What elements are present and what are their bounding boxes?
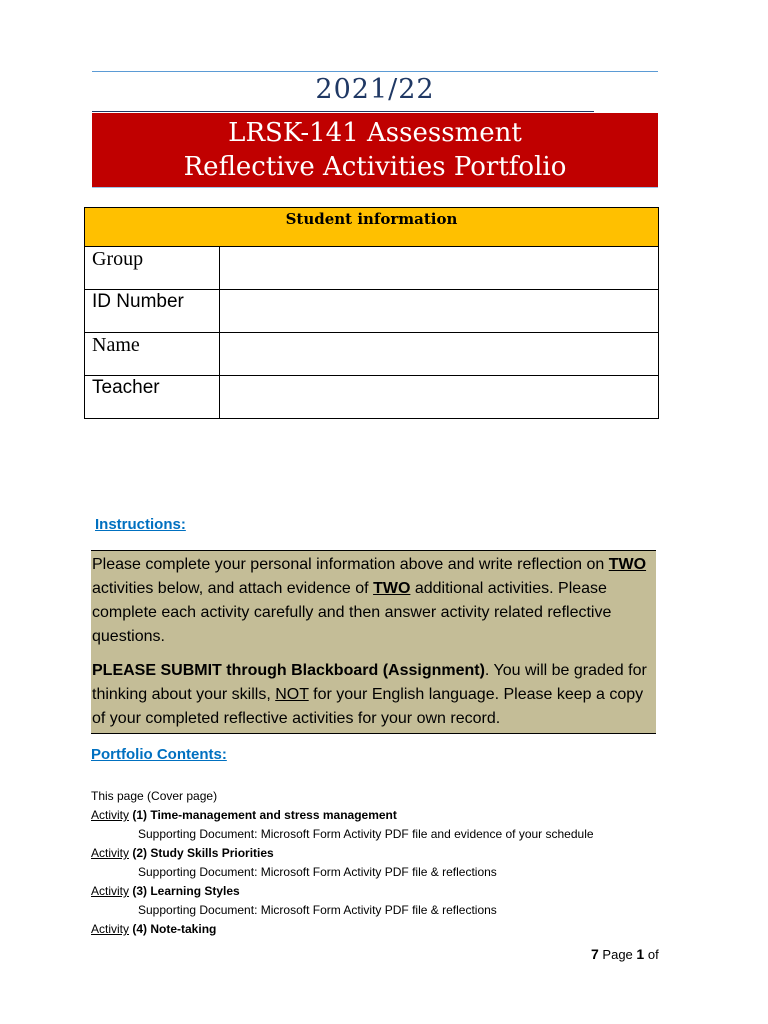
emphasis-not: NOT bbox=[275, 686, 309, 703]
title-line-1: LRSK-141 Assessment bbox=[228, 118, 522, 148]
name-field[interactable] bbox=[220, 333, 659, 376]
activity-word: Activity bbox=[91, 884, 130, 898]
list-item bbox=[91, 844, 671, 863]
activity-title: (2) Study Skills Priorities bbox=[129, 846, 274, 860]
page-current: 1 bbox=[636, 946, 645, 962]
activity-word: Activity bbox=[91, 922, 130, 936]
list-item: Supporting Document: Microsoft Form Activity PDF file & reflections bbox=[138, 903, 497, 917]
portfolio-contents-heading: Portfolio Contents: bbox=[91, 746, 227, 763]
id-number-field[interactable] bbox=[220, 290, 659, 333]
student-info-table bbox=[84, 207, 659, 419]
emphasis-two: TWO bbox=[373, 580, 411, 597]
group-field[interactable] bbox=[220, 247, 659, 290]
instructions-paragraph-2 bbox=[92, 659, 654, 731]
activity-title: (4) Note-taking bbox=[129, 922, 217, 936]
name-label: Name bbox=[85, 333, 220, 376]
table-row bbox=[85, 290, 659, 333]
instr-text: activities below, and attach evidence of bbox=[92, 580, 374, 597]
list-item: Supporting Document: Microsoft Form Activity PDF file and evidence of your schedule bbox=[138, 827, 594, 841]
table-row bbox=[85, 247, 659, 290]
submit-notice: PLEASE SUBMIT through Blackboard (Assignment) bbox=[92, 662, 485, 679]
title-banner bbox=[92, 113, 658, 187]
teacher-label: Teacher bbox=[85, 376, 220, 419]
list-item: This page (Cover page) bbox=[91, 789, 218, 803]
activity-word: Activity bbox=[91, 846, 130, 860]
list-item bbox=[91, 806, 671, 825]
list-item bbox=[91, 920, 671, 939]
activity-word: Activity bbox=[91, 808, 130, 822]
instructions-paragraph-1 bbox=[92, 553, 654, 649]
instr-text: additional activities. Please complete each activity carefully and then answer activity related reflective questions. bbox=[92, 580, 612, 645]
instructions-heading: Instructions: bbox=[95, 516, 186, 533]
page-number bbox=[591, 946, 659, 962]
student-info-heading: Student information bbox=[85, 208, 659, 247]
year-rule bbox=[92, 111, 594, 112]
instr-text: for your English language. Please keep a copy of your completed reflective activities for your own record. bbox=[92, 686, 644, 727]
instructions-box bbox=[91, 550, 656, 734]
list-item: Supporting Document: Microsoft Form Activity PDF file & reflections bbox=[138, 865, 497, 879]
instr-text: . You will be graded for thinking about your skills, bbox=[92, 662, 647, 703]
emphasis-two: TWO bbox=[608, 556, 647, 573]
id-number-label: ID Number bbox=[85, 290, 220, 333]
table-row bbox=[85, 376, 659, 419]
page-total: 7 bbox=[591, 946, 599, 962]
teacher-field[interactable] bbox=[220, 376, 659, 419]
activity-title: (3) Learning Styles bbox=[129, 884, 240, 898]
list-item bbox=[91, 882, 671, 901]
page-label: Page bbox=[602, 947, 633, 962]
academic-year: 2021/22 bbox=[315, 74, 435, 105]
page-of-label: of bbox=[647, 947, 659, 962]
top-rule bbox=[92, 71, 658, 72]
activity-title: (1) Time-management and stress management bbox=[129, 808, 397, 822]
title-line-2: Reflective Activities Portfolio bbox=[183, 152, 567, 182]
table-row bbox=[85, 333, 659, 376]
portfolio-contents-list bbox=[91, 787, 671, 939]
group-label: Group bbox=[85, 247, 220, 290]
banner-bottom-rule bbox=[92, 187, 658, 188]
instr-text: Please complete your personal information above and write reflection on bbox=[92, 556, 609, 573]
